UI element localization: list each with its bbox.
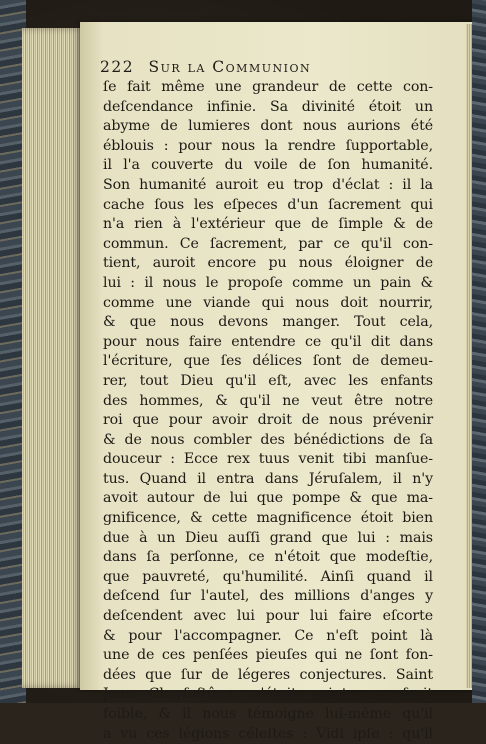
text-line: comme une viande qui nous doit nourrir, [103,294,433,311]
text-line: roi que pour avoir droit de nous prévenir [103,412,433,429]
text-line: douceur : Ecce rex tuus venit tibi manſue- [103,451,433,468]
text-line: lui : il nous le propoſe comme un pain & [103,274,433,291]
running-title: Sur la Communion [148,58,312,76]
text-line: n'a rien à l'extérieur que de ſimple & de [103,216,433,233]
text-line: due à un Dieu auſſi grand que lui : mais [103,529,433,546]
body-text [103,78,433,744]
text-line: il l'a couverte du voile de ſon humanité. [103,157,433,174]
text-line: éblouis : pour nous la rendre ſupportable, [103,137,433,154]
text-line: & de nous combler des bénédictions de ſa [103,431,433,448]
text-line: que pauvreté, qu'humilité. Ainſi quand il [103,568,433,585]
text-line: & que nous devons manger. Tout cela, [103,314,433,331]
text-line: abyme de lumieres dont nous aurions été [103,118,433,135]
text-line: Son humanité auroit eu trop d'éclat : il la [103,176,433,193]
book-cover-right [472,0,486,703]
page-number: 222 [100,58,135,76]
running-header [100,58,400,76]
text-line: Jean Chryſoſtôme n'étoit point un eſprit [103,686,433,703]
text-line: foible, & il nous témoigne lui-même qu'il [103,706,433,722]
text-line: deſcendance infinie. Sa divinité étoit un [103,98,433,115]
text-line: deſcendent avec lui pour lui faire eſcorte [103,608,433,625]
text-line: commun. Ce ſacrement, par ce qu'il con- [103,235,433,252]
text-line: dans ſa perſonne, ce n'étoit que modeſtie, [103,549,433,566]
text-line: deſcend ſur l'autel, des millions d'anges y [103,588,433,605]
text-line: a vu ces légions céleſtes : Vidi ipſe : qu'il [103,725,433,742]
text-line: des hommes, & qu'il ne veut être notre [103,392,433,409]
text-line: gnificence, & cette magnificence étoit bien [103,510,433,527]
text-line: dées que ſur de légeres conjectures. Saint [103,666,433,683]
text-line: pour nous faire entendre ce qu'il dit dans [103,333,433,350]
text-line: une de ces penſées pieuſes qui ne ſont fon- [103,647,433,664]
text-line: cache ſous les eſpeces d'un ſacrement qui [103,196,433,213]
text-line: rer, tout Dieu qu'il eſt, avec les enfants [103,372,433,389]
text-line: l'écriture, que ſes délices ſont de demeu- [103,353,433,370]
text-line: tus. Quand il entra dans Jéruſalem, il n'y [103,470,433,487]
text-line: ſe fait même une grandeur de cette con- [103,79,433,95]
text-line: avoit autour de lui que pompe & que ma- [103,490,433,507]
page-edges [22,28,84,688]
text-line: tient, auroit encore pu nous éloigner de [103,255,433,272]
text-line: & pour l'accompagner. Ce n'eſt point là [103,627,433,644]
